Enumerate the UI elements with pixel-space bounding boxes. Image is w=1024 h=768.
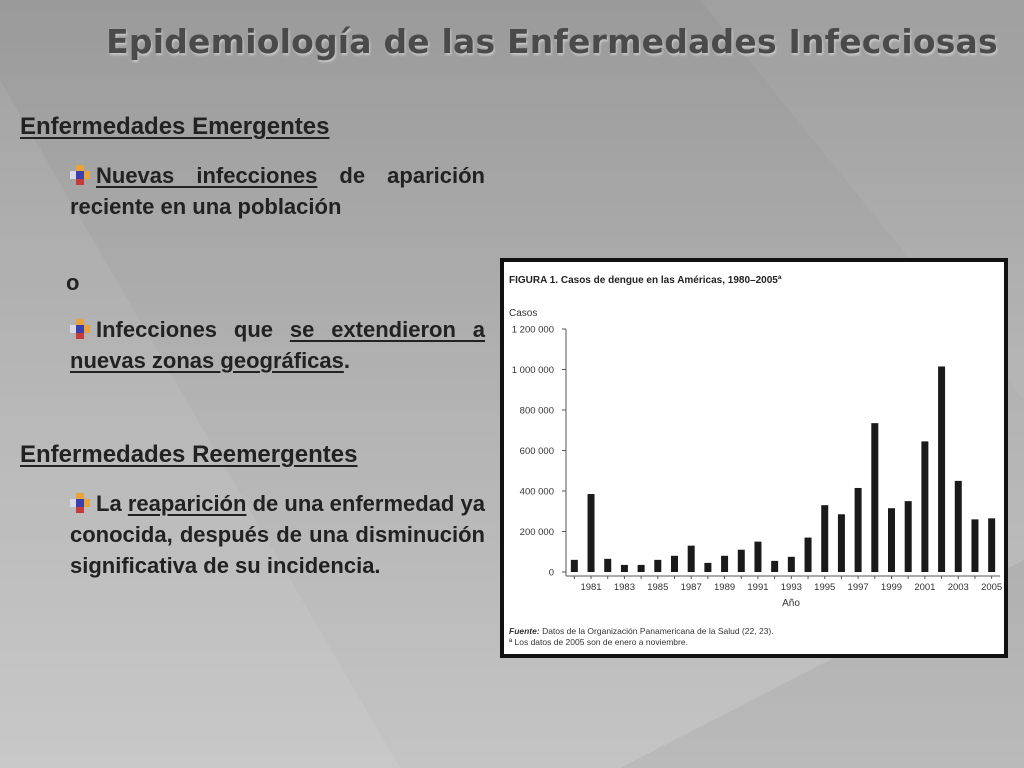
x-tick-label: 1985 xyxy=(647,582,669,593)
x-tick-label: 2003 xyxy=(947,582,969,593)
bar-1986 xyxy=(671,556,678,572)
bullet-text-underlined: se extendieron a nuevas zonas geográficas xyxy=(70,317,485,373)
x-tick-label: 1989 xyxy=(714,582,736,593)
bar-1988 xyxy=(704,563,711,572)
x-tick-label: 1983 xyxy=(613,582,635,593)
bar-1992 xyxy=(771,561,778,572)
or-text: o xyxy=(66,270,80,295)
bar-2002 xyxy=(938,366,945,572)
figure-source xyxy=(509,626,774,636)
bar-2000 xyxy=(905,501,912,572)
x-tick-label: 1999 xyxy=(880,582,903,593)
y-tick-label: 1 000 000 xyxy=(511,365,554,376)
bar-1996 xyxy=(838,514,845,572)
x-axis-label: Año xyxy=(782,598,800,609)
bar-2005 xyxy=(988,518,995,572)
bar-1985 xyxy=(654,560,661,572)
bar-1984 xyxy=(638,565,645,572)
bar-1991 xyxy=(754,542,761,572)
y-tick-label: 200 000 xyxy=(519,527,554,538)
bullet-text: La xyxy=(96,491,128,516)
bullet-text: de una enfermedad ya conocida, después de una disminución significativa de su incidencia. xyxy=(70,491,485,578)
dengue-figure xyxy=(500,258,1008,658)
heading-emergentes: Enfermedades Emergentes xyxy=(20,113,330,140)
y-tick-label: 400 000 xyxy=(519,486,554,498)
bar-2003 xyxy=(955,481,962,572)
x-tick-label: 1987 xyxy=(680,582,702,593)
bar-2001 xyxy=(921,441,928,572)
bullet-text: Infecciones que xyxy=(96,317,290,342)
x-tick-label: 2005 xyxy=(981,582,1003,593)
source-label: Fuente: xyxy=(509,626,540,636)
bar-1998 xyxy=(871,423,878,572)
x-tick-label: 1997 xyxy=(847,582,869,593)
y-tick-label: 600 000 xyxy=(519,446,554,457)
bar-1982 xyxy=(604,559,611,572)
x-tick-label: 1993 xyxy=(780,582,802,593)
figure-note: ª Los datos de 2005 son de enero a noviembre. xyxy=(509,637,688,647)
bullet-text-underlined: Nuevas infecciones xyxy=(96,163,318,188)
bullet-text-underlined: reaparición xyxy=(127,491,247,516)
bar-1995 xyxy=(821,505,828,572)
bullet-text: . xyxy=(343,348,351,373)
bar-2004 xyxy=(971,519,978,572)
bar-1993 xyxy=(788,557,795,572)
y-axis-label: Casos xyxy=(509,308,538,319)
y-tick-label: 800 000 xyxy=(519,405,554,417)
bar-1994 xyxy=(805,538,812,572)
bar-1989 xyxy=(721,556,728,572)
bar-1997 xyxy=(855,488,862,572)
bullet-reaparicion xyxy=(70,488,485,581)
bullet-cross-icon xyxy=(70,493,90,513)
bar-1999 xyxy=(888,508,895,572)
bullet-text: de aparición reciente en una población xyxy=(70,163,485,219)
dengue-bar-chart xyxy=(504,262,1004,654)
x-tick-label: 1981 xyxy=(580,582,602,593)
bullet-nuevas-infecciones xyxy=(70,160,485,222)
bullet-cross-icon xyxy=(70,319,90,339)
slide-title: Epidemiología de las Enfermedades Infecciosas xyxy=(106,22,998,61)
heading-reemergentes: Enfermedades Reemergentes xyxy=(20,441,358,468)
x-tick-label: 1991 xyxy=(747,582,769,593)
y-tick-label: 1 200 000 xyxy=(511,324,554,336)
bullet-infecciones-extendidas xyxy=(70,314,485,376)
y-tick-label: 0 xyxy=(548,567,554,579)
x-tick-label: 1995 xyxy=(814,582,836,593)
bar-1980 xyxy=(571,560,578,572)
source-text: Datos de la Organización Panamericana de la Salud (22, 23). xyxy=(539,626,774,636)
bar-1981 xyxy=(588,494,595,572)
bar-1987 xyxy=(688,546,695,572)
bar-1983 xyxy=(621,565,628,572)
x-tick-label: 2001 xyxy=(914,582,936,593)
figure-caption: FIGURA 1. Casos de dengue en las Américas, 1980–2005ª xyxy=(509,275,782,286)
bar-1990 xyxy=(738,550,745,572)
bullet-cross-icon xyxy=(70,165,90,185)
